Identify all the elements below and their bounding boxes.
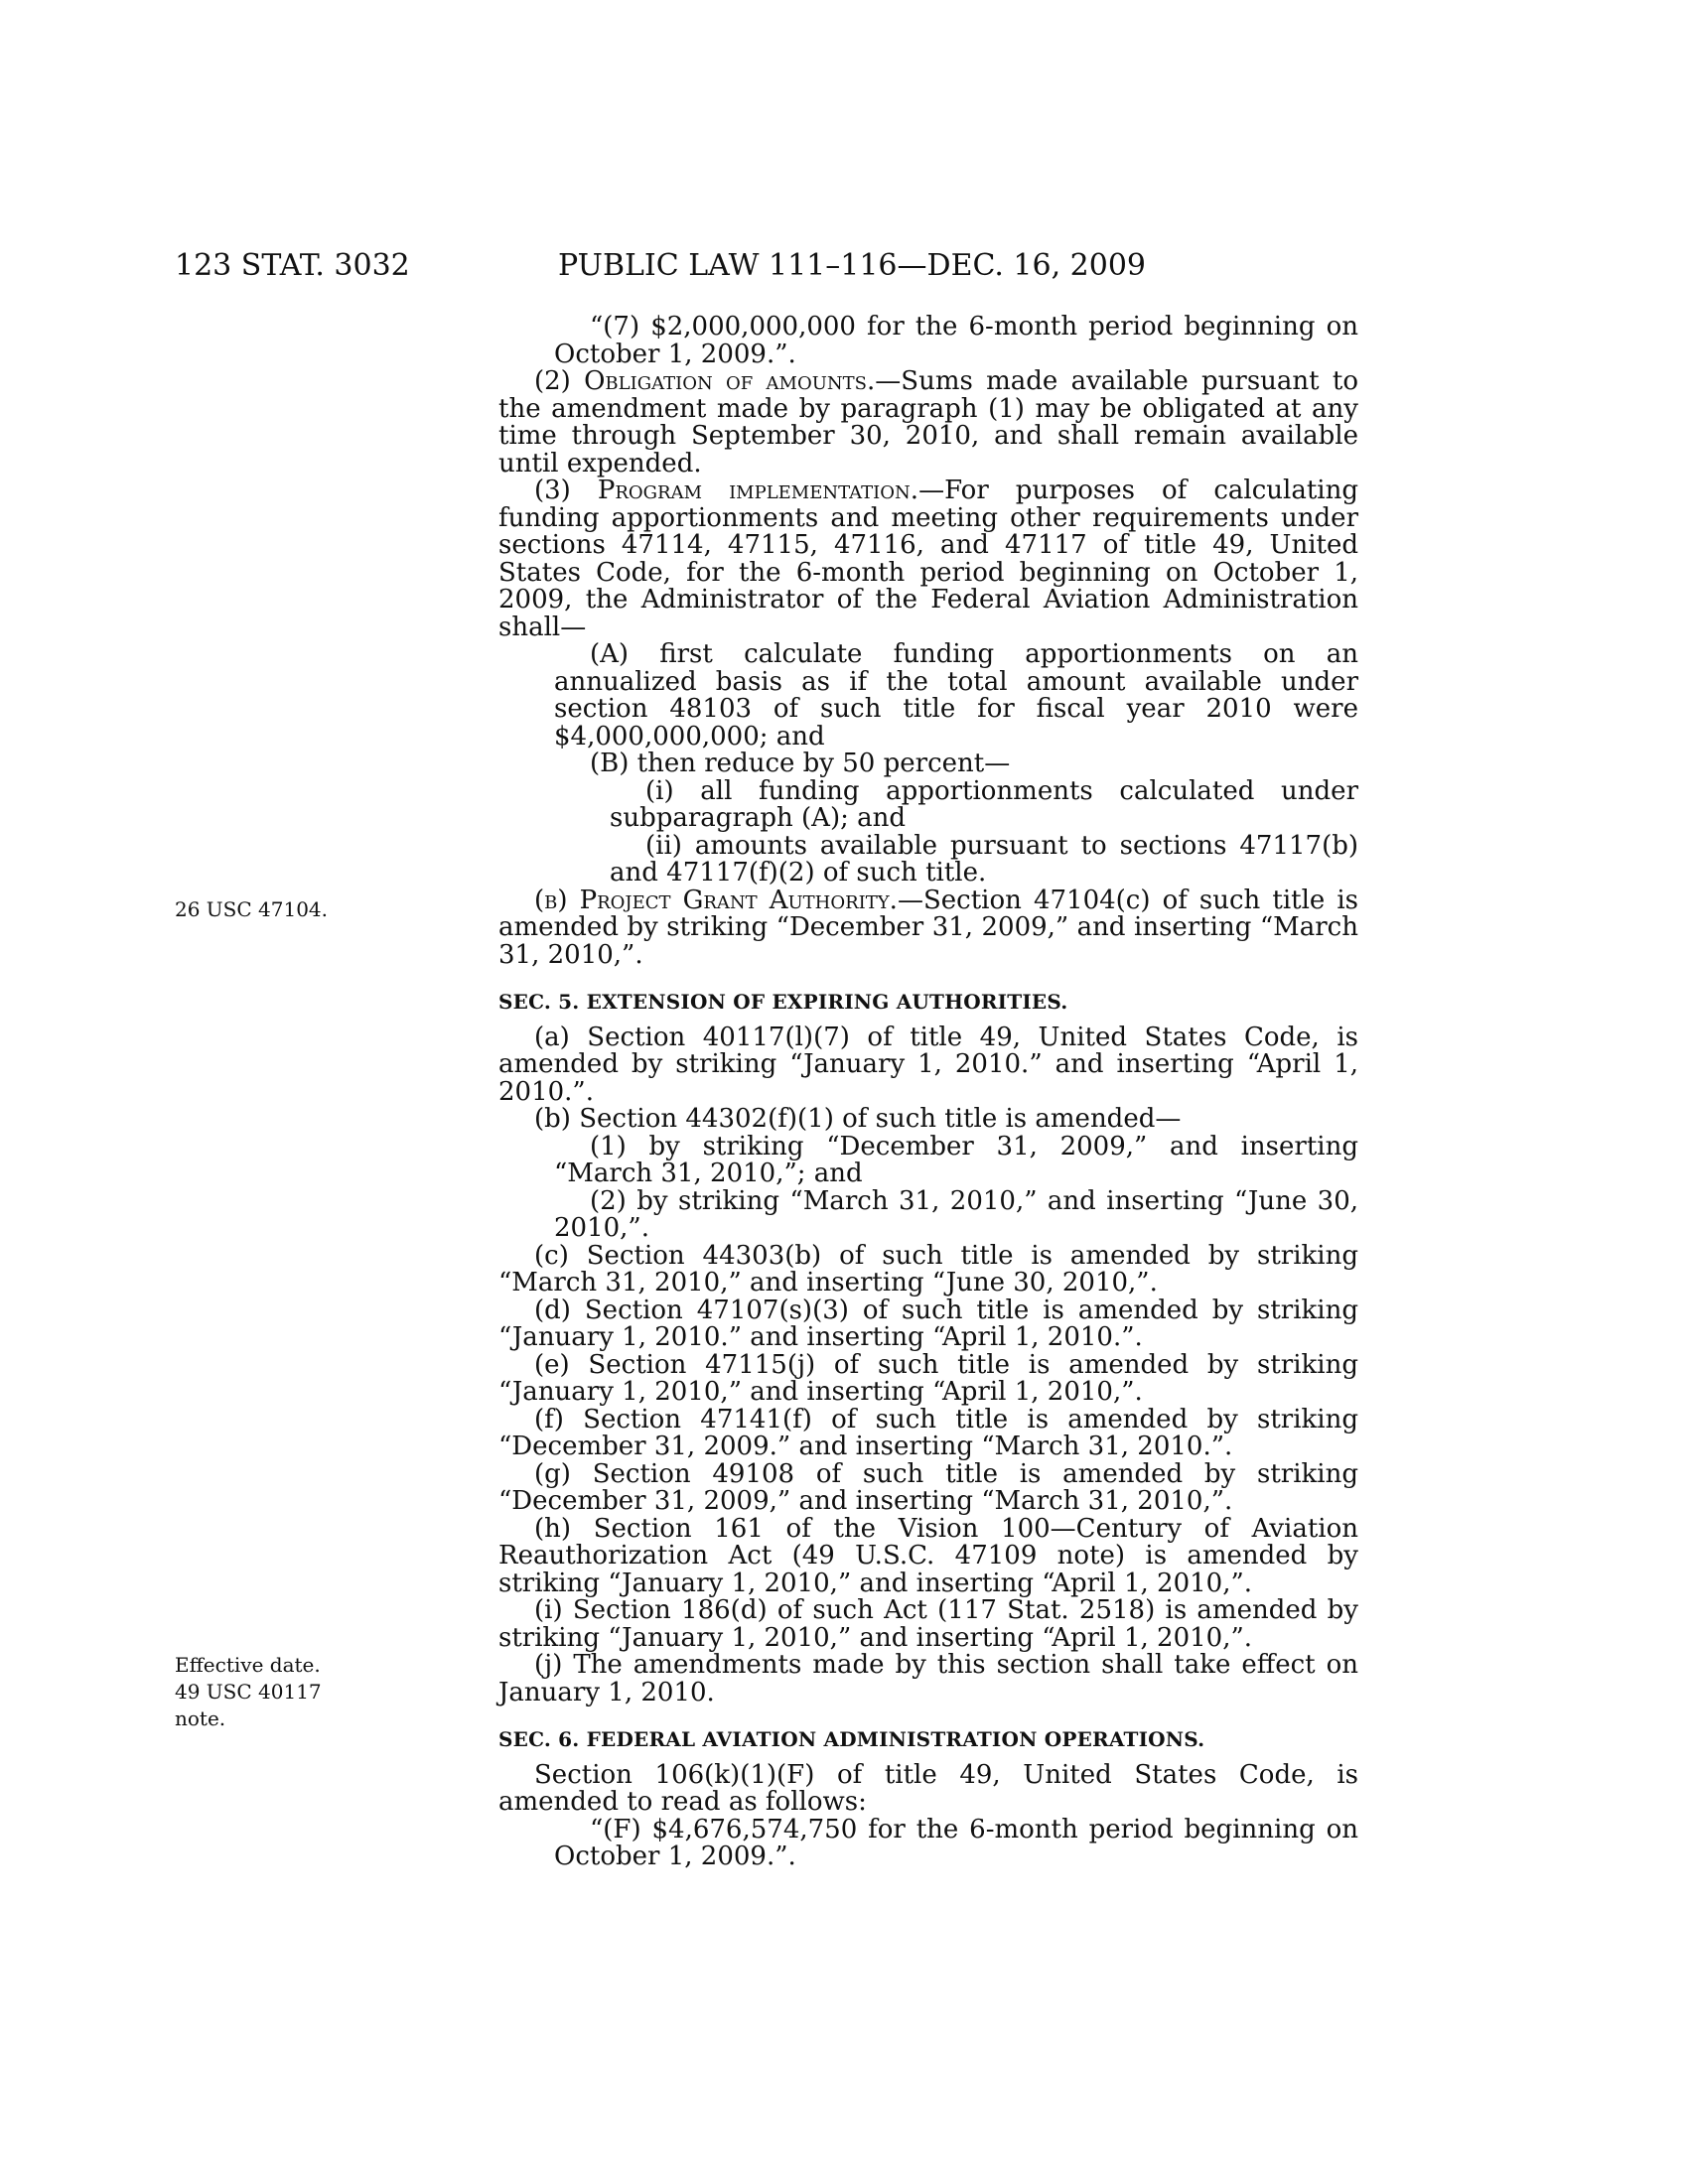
margin-note-usc-40117: 49 USC 40117 — [175, 1680, 322, 1704]
section-5-heading: SEC. 5. EXTENSION OF EXPIRING AUTHORITIES. — [498, 990, 1068, 1014]
section-5-f: (f) Section 47141(f) of such title is amended by striking “December 31, 2009.” and inserting “March 31, 2010.”. — [498, 1404, 1358, 1461]
paragraph-2 — [498, 368, 1358, 478]
section-5-b-2: (2) by striking “March 31, 2010,” and inserting “June 30, 2010,”. — [554, 1185, 1358, 1243]
section-6-text: Section 106(k)(1)(F) of title 49, United States Code, is amended to read as follows: — [498, 1759, 1358, 1817]
clause-i: (i) all funding apportionments calculated under subparagraph (A); and — [610, 775, 1358, 833]
section-5-b: (b) Section 44302(f)(1) of such title is amended— — [534, 1104, 1182, 1134]
paragraph-3-heading: (3) Program implementation. — [534, 476, 919, 505]
section-5-i: (i) Section 186(d) of such Act (117 Stat. 2518) is amended by striking “January 1, 2010,” and inserting “April 1, 2010,”. — [498, 1595, 1358, 1653]
section-5-h: (h) Section 161 of the Vision 100—Century of Aviation Reauthorization Act (49 U.S.C. 47109 note) is amended by striking “January 1, 2010,” and inserting “April 1, 2010,”. — [498, 1513, 1358, 1598]
margin-note-note: note. — [175, 1706, 226, 1730]
subparagraph-a: (A) first calculate funding apportionments on an annualized basis as if the total amount available under section 48103 of such title for fiscal year 2010 were $4,000,000,000; and — [554, 639, 1358, 751]
section-6-heading: SEC. 6. FEDERAL AVIATION ADMINISTRATION OPERATIONS. — [498, 1727, 1205, 1751]
section-5-j: (j) The amendments made by this section shall take effect on January 1, 2010. — [498, 1650, 1358, 1707]
section-5-g: (g) Section 49108 of such title is amended by striking “December 31, 2009,” and inserting “March 31, 2010,”. — [498, 1458, 1358, 1516]
subsection-b-text: —Section 47104(c) of such title is amended by striking “December 31, 2009,” and inserting “March 31, 2010,”. — [498, 885, 1359, 970]
paragraph-2-heading: (2) Obligation of amounts. — [534, 366, 876, 396]
subparagraph-b: (B) then reduce by 50 percent— — [590, 749, 1011, 778]
subsection-b-project-grant — [498, 887, 1358, 970]
margin-note-effective-date-label: Effective date. — [175, 1653, 321, 1677]
running-header-title: PUBLIC LAW 111–116—DEC. 16, 2009 — [558, 248, 1147, 283]
subsection-b-heading: (b) Project Grant Authority. — [534, 885, 898, 915]
section-5-c: (c) Section 44303(b) of such title is amended by striking “March 31, 2010,” and inserting “June 30, 2010,”. — [498, 1240, 1358, 1297]
stat-page-number: 123 STAT. 3032 — [175, 248, 410, 283]
section-5-a: (a) Section 40117(l)(7) of title 49, United States Code, is amended by striking “January 1, 2010.” and inserting “April 1, 2010.”. — [498, 1022, 1358, 1107]
section-5-b-1: (1) by striking “December 31, 2009,” and inserting “March 31, 2010,”; and — [554, 1131, 1358, 1188]
section-5-d: (d) Section 47107(s)(3) of such title is amended by striking “January 1, 2010.” and inserting “April 1, 2010.”. — [498, 1295, 1358, 1352]
clause-ii: (ii) amounts available pursuant to sections 47117(b) and 47117(f)(2) of such title. — [610, 830, 1358, 887]
section-5-e: (e) Section 47115(j) of such title is amended by striking “January 1, 2010,” and inserting “April 1, 2010,”. — [498, 1349, 1358, 1407]
margin-note-effective-date — [175, 1652, 443, 1732]
paragraph-3 — [498, 478, 1358, 641]
margin-note-usc-47104: 26 USC 47104. — [175, 897, 329, 921]
section-6-f: “(F) $4,676,574,750 for the 6-month period beginning on October 1, 2009.”. — [554, 1814, 1358, 1871]
statute-body — [498, 314, 1358, 1871]
paragraph-7: “(7) $2,000,000,000 for the 6-month period beginning on October 1, 2009.”. — [554, 312, 1358, 369]
paragraph-3-text: —For purposes of calculating funding apportionments and meeting other requirements under sections 47114, 47115, 47116, and 47117 of title 49, United States Code, for the 6-month period beginning on October 1, 2009, the Administrator of the Federal Aviation Administration shall— — [498, 476, 1358, 642]
paragraph-2-text: —Sums made available pursuant to the amendment made by paragraph (1) may be obligated at any time through September 30, 2010, and shall remain available until expended. — [498, 366, 1359, 478]
